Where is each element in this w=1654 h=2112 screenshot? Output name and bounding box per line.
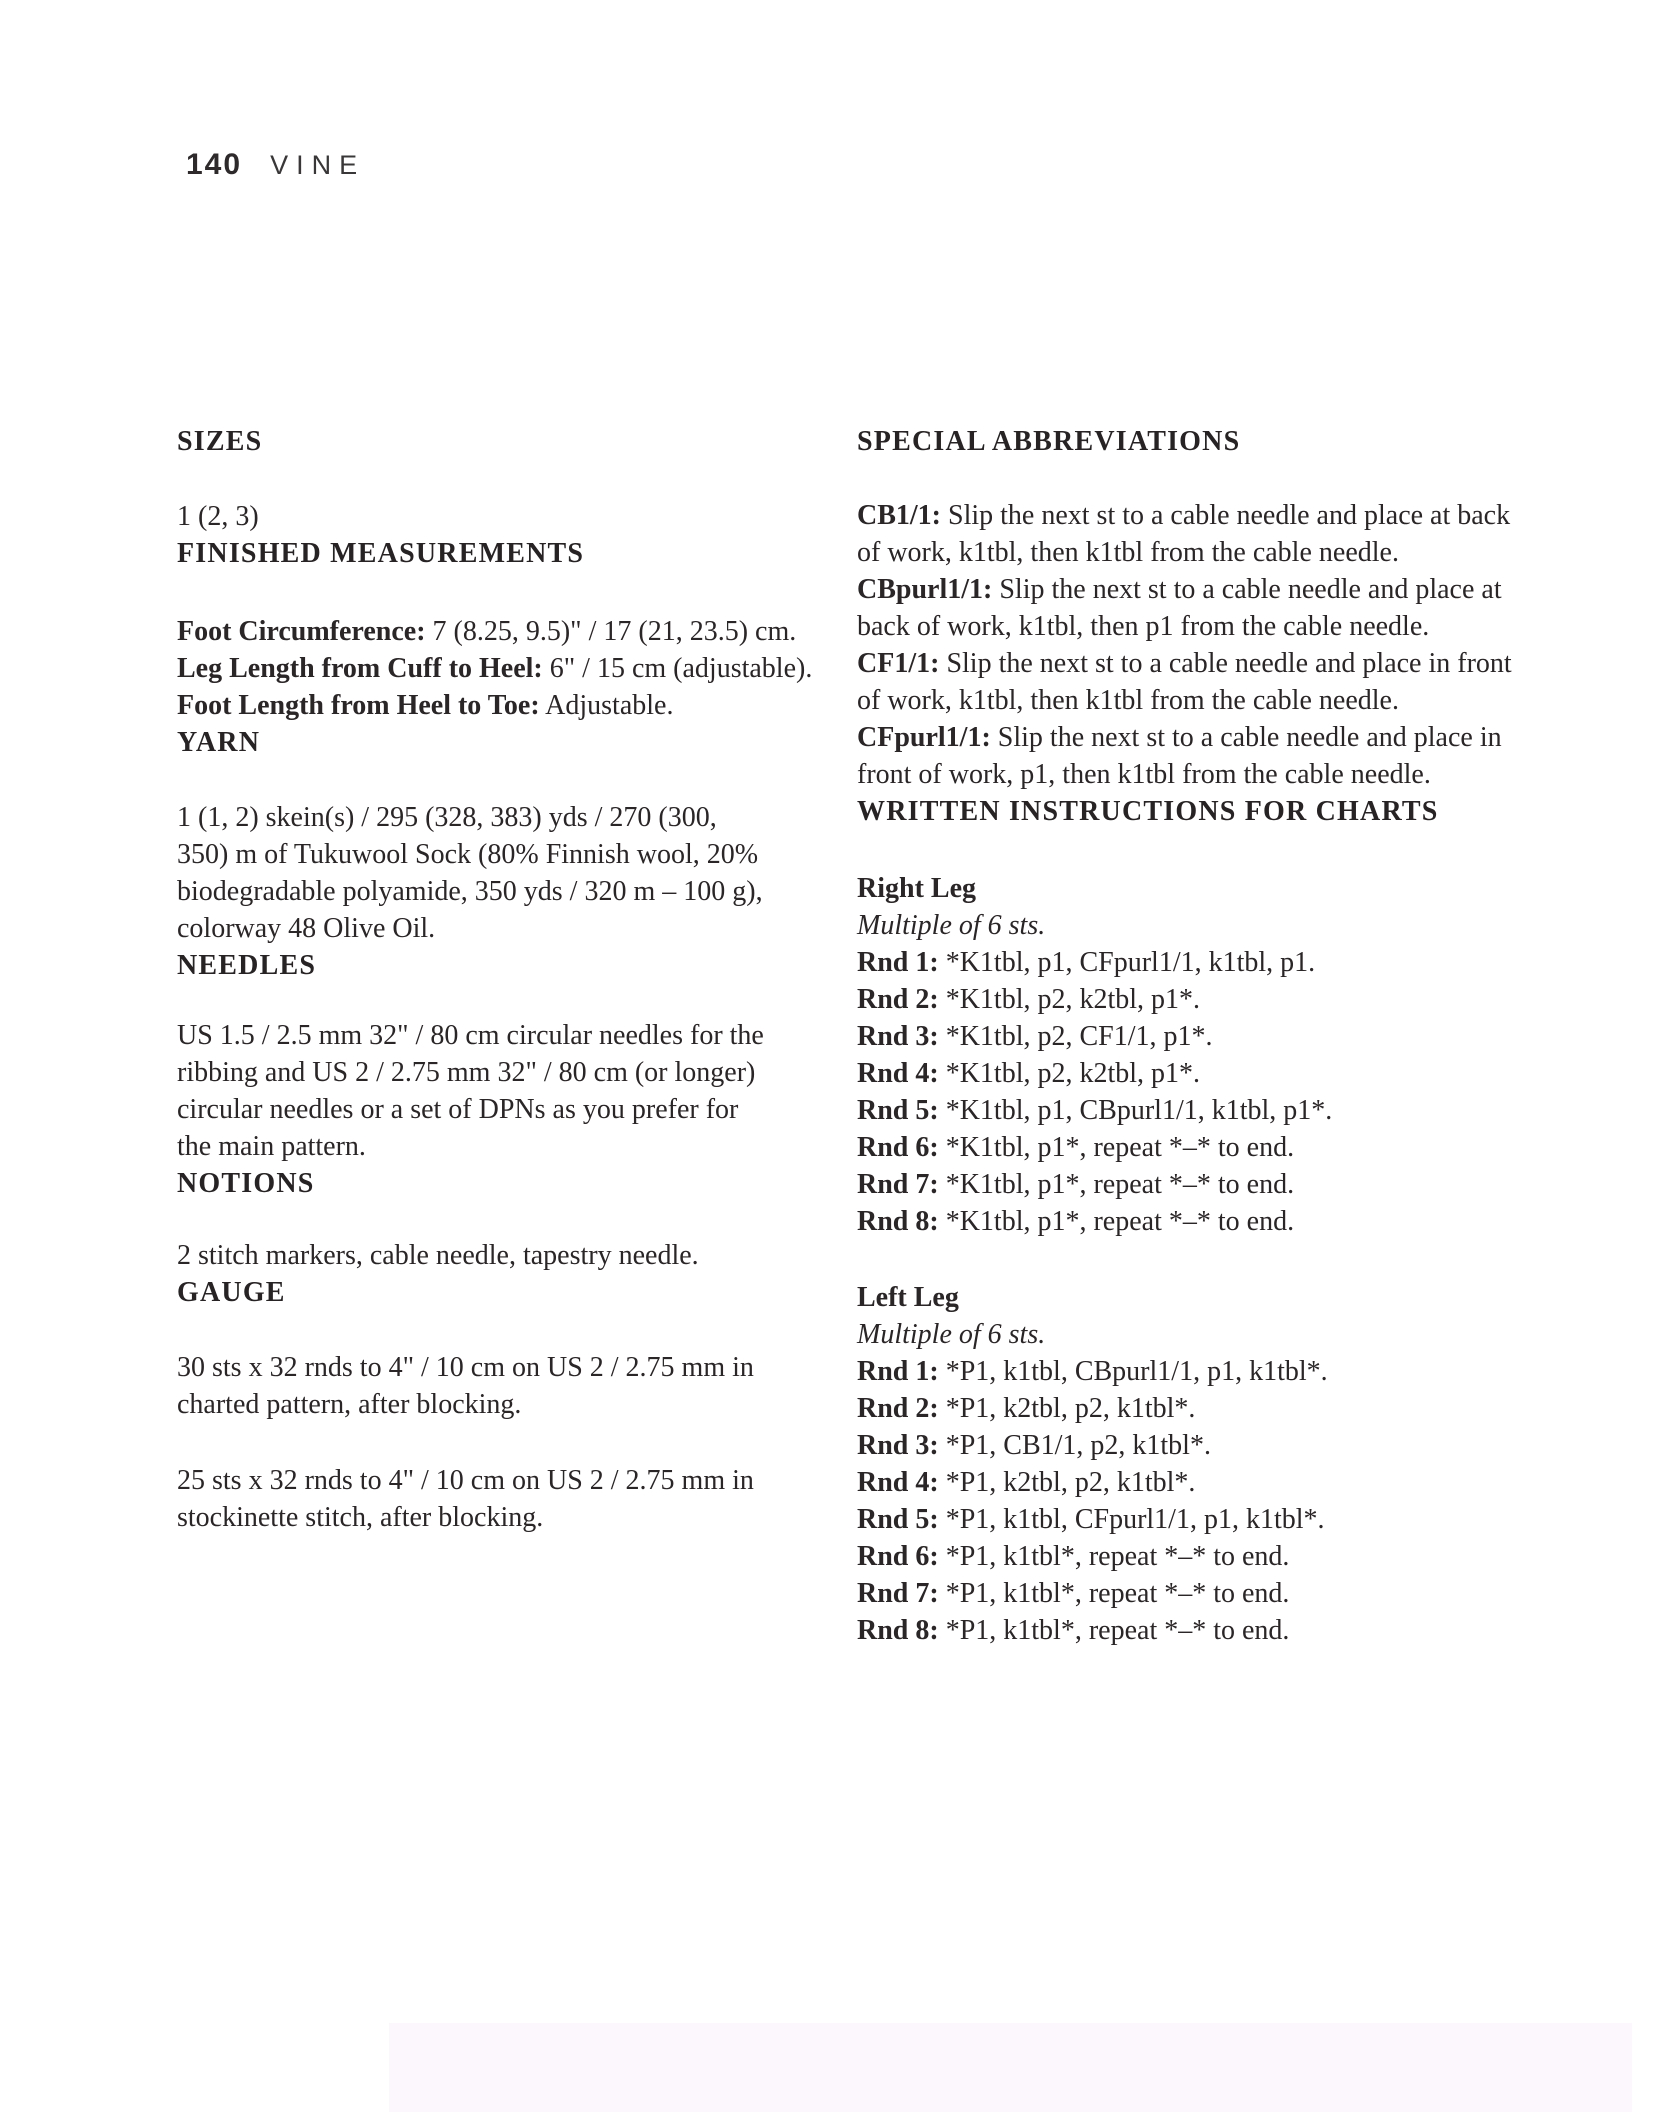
gauge-line: charted pattern, after blocking. (177, 1389, 522, 1420)
round-label: Rnd 8: (857, 1206, 939, 1237)
round-text: *P1, k1tbl, CFpurl1/1, p1, k1tbl*. (945, 1504, 1325, 1535)
round-text: *K1tbl, p1*, repeat *–* to end. (945, 1132, 1295, 1163)
round-text: *P1, CB1/1, p2, k1tbl*. (945, 1430, 1211, 1461)
abbreviation-definition: Slip the next st to a cable needle and place at back of work, k1tbl, then p1 from the cable needle. (857, 574, 1502, 642)
written-instructions-heading: WRITTEN INSTRUCTIONS FOR CHARTS (857, 796, 1439, 827)
round-label: Rnd 4: (857, 1058, 939, 1089)
gauge-line: 25 sts x 32 rnds to 4" / 10 cm on US 2 / 2.75 mm in (177, 1465, 754, 1496)
notions-heading: NOTIONS (177, 1168, 315, 1199)
special-abbreviations-heading: SPECIAL ABBREVIATIONS (857, 426, 1241, 457)
notions-text: 2 stitch markers, cable needle, tapestry needle. (177, 1240, 699, 1271)
finished-measurements-heading: FINISHED MEASUREMENTS (177, 538, 585, 569)
accent-rectangle (389, 2023, 1632, 2112)
round-text: *K1tbl, p2, k2tbl, p1*. (945, 1058, 1201, 1089)
section-finished-measurements (177, 535, 837, 724)
section-special-abbreviations (857, 423, 1517, 793)
measurement-label: Foot Circumference: (177, 616, 426, 647)
round-text: *P1, k1tbl*, repeat *–* to end. (945, 1615, 1290, 1646)
round-line (857, 1427, 1517, 1464)
round-line (857, 1501, 1517, 1538)
round-text: *K1tbl, p2, k2tbl, p1*. (945, 984, 1201, 1015)
right-leg-note: Multiple of 6 sts. (857, 910, 1046, 941)
round-label: Rnd 5: (857, 1504, 939, 1535)
round-line (857, 1092, 1517, 1129)
abbreviation-entry (857, 497, 1517, 571)
round-label: Rnd 1: (857, 1356, 939, 1387)
abbreviation-definition: Slip the next st to a cable needle and place at back of work, k1tbl, then k1tbl from the cable needle. (857, 500, 1511, 568)
yarn-heading: YARN (177, 727, 261, 758)
round-label: Rnd 5: (857, 1095, 939, 1126)
round-label: Rnd 2: (857, 984, 939, 1015)
gauge-line: 30 sts x 32 rnds to 4" / 10 cm on US 2 / 2.75 mm in (177, 1352, 754, 1383)
measurement-line (177, 687, 837, 724)
round-line (857, 1353, 1517, 1390)
sizes-heading: SIZES (177, 426, 263, 457)
abbreviation-definition: Slip the next st to a cable needle and place in front of work, k1tbl, then k1tbl from the cable needle. (857, 648, 1512, 716)
left-leg-title (857, 1279, 1517, 1316)
round-text: *K1tbl, p1, CBpurl1/1, k1tbl, p1*. (945, 1095, 1333, 1126)
section-written-instructions (857, 793, 1517, 1649)
needles-line: the main pattern. (177, 1131, 366, 1162)
section-gauge (177, 1274, 837, 1536)
round-label: Rnd 3: (857, 1021, 939, 1052)
round-line (857, 1538, 1517, 1575)
yarn-line: 1 (1, 2) skein(s) / 295 (328, 383) yds / 270 (300, (177, 802, 717, 833)
round-line (857, 1464, 1517, 1501)
page-header (186, 148, 365, 182)
round-line (857, 1018, 1517, 1055)
round-label: Rnd 7: (857, 1169, 939, 1200)
round-text: *P1, k2tbl, p2, k1tbl*. (945, 1393, 1196, 1424)
round-line (857, 981, 1517, 1018)
round-text: *P1, k1tbl*, repeat *–* to end. (945, 1541, 1290, 1572)
gauge-heading: GAUGE (177, 1277, 286, 1308)
left-leg-note: Multiple of 6 sts. (857, 1319, 1046, 1350)
abbreviation-entry (857, 645, 1517, 719)
measurement-value: 6" / 15 cm (adjustable). (549, 653, 813, 684)
yarn-line: biodegradable polyamide, 350 yds / 320 m – 100 g), (177, 876, 763, 907)
right-leg-title (857, 870, 1517, 907)
abbreviation-term: CF1/1: (857, 648, 940, 679)
round-line (857, 1129, 1517, 1166)
abbreviation-entry (857, 571, 1517, 645)
left-column (177, 423, 837, 1536)
yarn-line: colorway 48 Olive Oil. (177, 913, 436, 944)
measurement-line (177, 650, 837, 687)
round-label: Rnd 8: (857, 1615, 939, 1646)
round-label: Rnd 3: (857, 1430, 939, 1461)
measurement-value: 7 (8.25, 9.5)" / 17 (21, 23.5) cm. (432, 616, 797, 647)
section-notions (177, 1165, 837, 1274)
page-title: VINE (270, 150, 366, 180)
needles-line: ribbing and US 2 / 2.75 mm 32" / 80 cm (or longer) (177, 1057, 756, 1088)
round-line (857, 1612, 1517, 1649)
needles-line: US 1.5 / 2.5 mm 32" / 80 cm circular needles for the (177, 1020, 764, 1051)
measurement-line (177, 613, 837, 650)
round-text: *P1, k2tbl, p2, k1tbl*. (945, 1467, 1196, 1498)
round-label: Rnd 2: (857, 1393, 939, 1424)
round-text: *P1, k1tbl*, repeat *–* to end. (945, 1578, 1290, 1609)
round-text: *P1, k1tbl, CBpurl1/1, p1, k1tbl*. (945, 1356, 1328, 1387)
measurement-label: Foot Length from Heel to Toe: (177, 690, 540, 721)
page-number: 140 (186, 148, 243, 181)
round-text: *K1tbl, p1, CFpurl1/1, k1tbl, p1. (945, 947, 1316, 978)
gauge-line: stockinette stitch, after blocking. (177, 1502, 544, 1533)
round-text: *K1tbl, p1*, repeat *–* to end. (945, 1206, 1295, 1237)
round-label: Rnd 6: (857, 1541, 939, 1572)
abbreviation-term: CBpurl1/1: (857, 574, 993, 605)
round-line (857, 1575, 1517, 1612)
round-label: Rnd 6: (857, 1132, 939, 1163)
round-label: Rnd 4: (857, 1467, 939, 1498)
needles-heading: NEEDLES (177, 950, 317, 981)
sizes-value: 1 (2, 3) (177, 501, 259, 532)
right-leg-title-text: Right Leg (857, 873, 976, 904)
round-label: Rnd 7: (857, 1578, 939, 1609)
left-leg-title-text: Left Leg (857, 1282, 959, 1313)
round-line (857, 944, 1517, 981)
section-yarn (177, 724, 837, 947)
round-line (857, 1390, 1517, 1427)
round-text: *K1tbl, p1*, repeat *–* to end. (945, 1169, 1295, 1200)
abbreviation-entry (857, 719, 1517, 793)
round-label: Rnd 1: (857, 947, 939, 978)
section-sizes (177, 423, 837, 535)
round-line (857, 1166, 1517, 1203)
right-column (857, 423, 1517, 1649)
round-text: *K1tbl, p2, CF1/1, p1*. (945, 1021, 1213, 1052)
yarn-line: 350) m of Tukuwool Sock (80% Finnish wool, 20% (177, 839, 759, 870)
measurement-label: Leg Length from Cuff to Heel: (177, 653, 543, 684)
measurement-value: Adjustable. (545, 690, 674, 721)
section-needles (177, 947, 837, 1165)
abbreviation-term: CFpurl1/1: (857, 722, 991, 753)
abbreviation-definition: Slip the next st to a cable needle and place in front of work, p1, then k1tbl from the cable needle. (857, 722, 1502, 790)
round-line (857, 1203, 1517, 1240)
abbreviation-term: CB1/1: (857, 500, 941, 531)
round-line (857, 1055, 1517, 1092)
needles-line: circular needles or a set of DPNs as you prefer for (177, 1094, 739, 1125)
